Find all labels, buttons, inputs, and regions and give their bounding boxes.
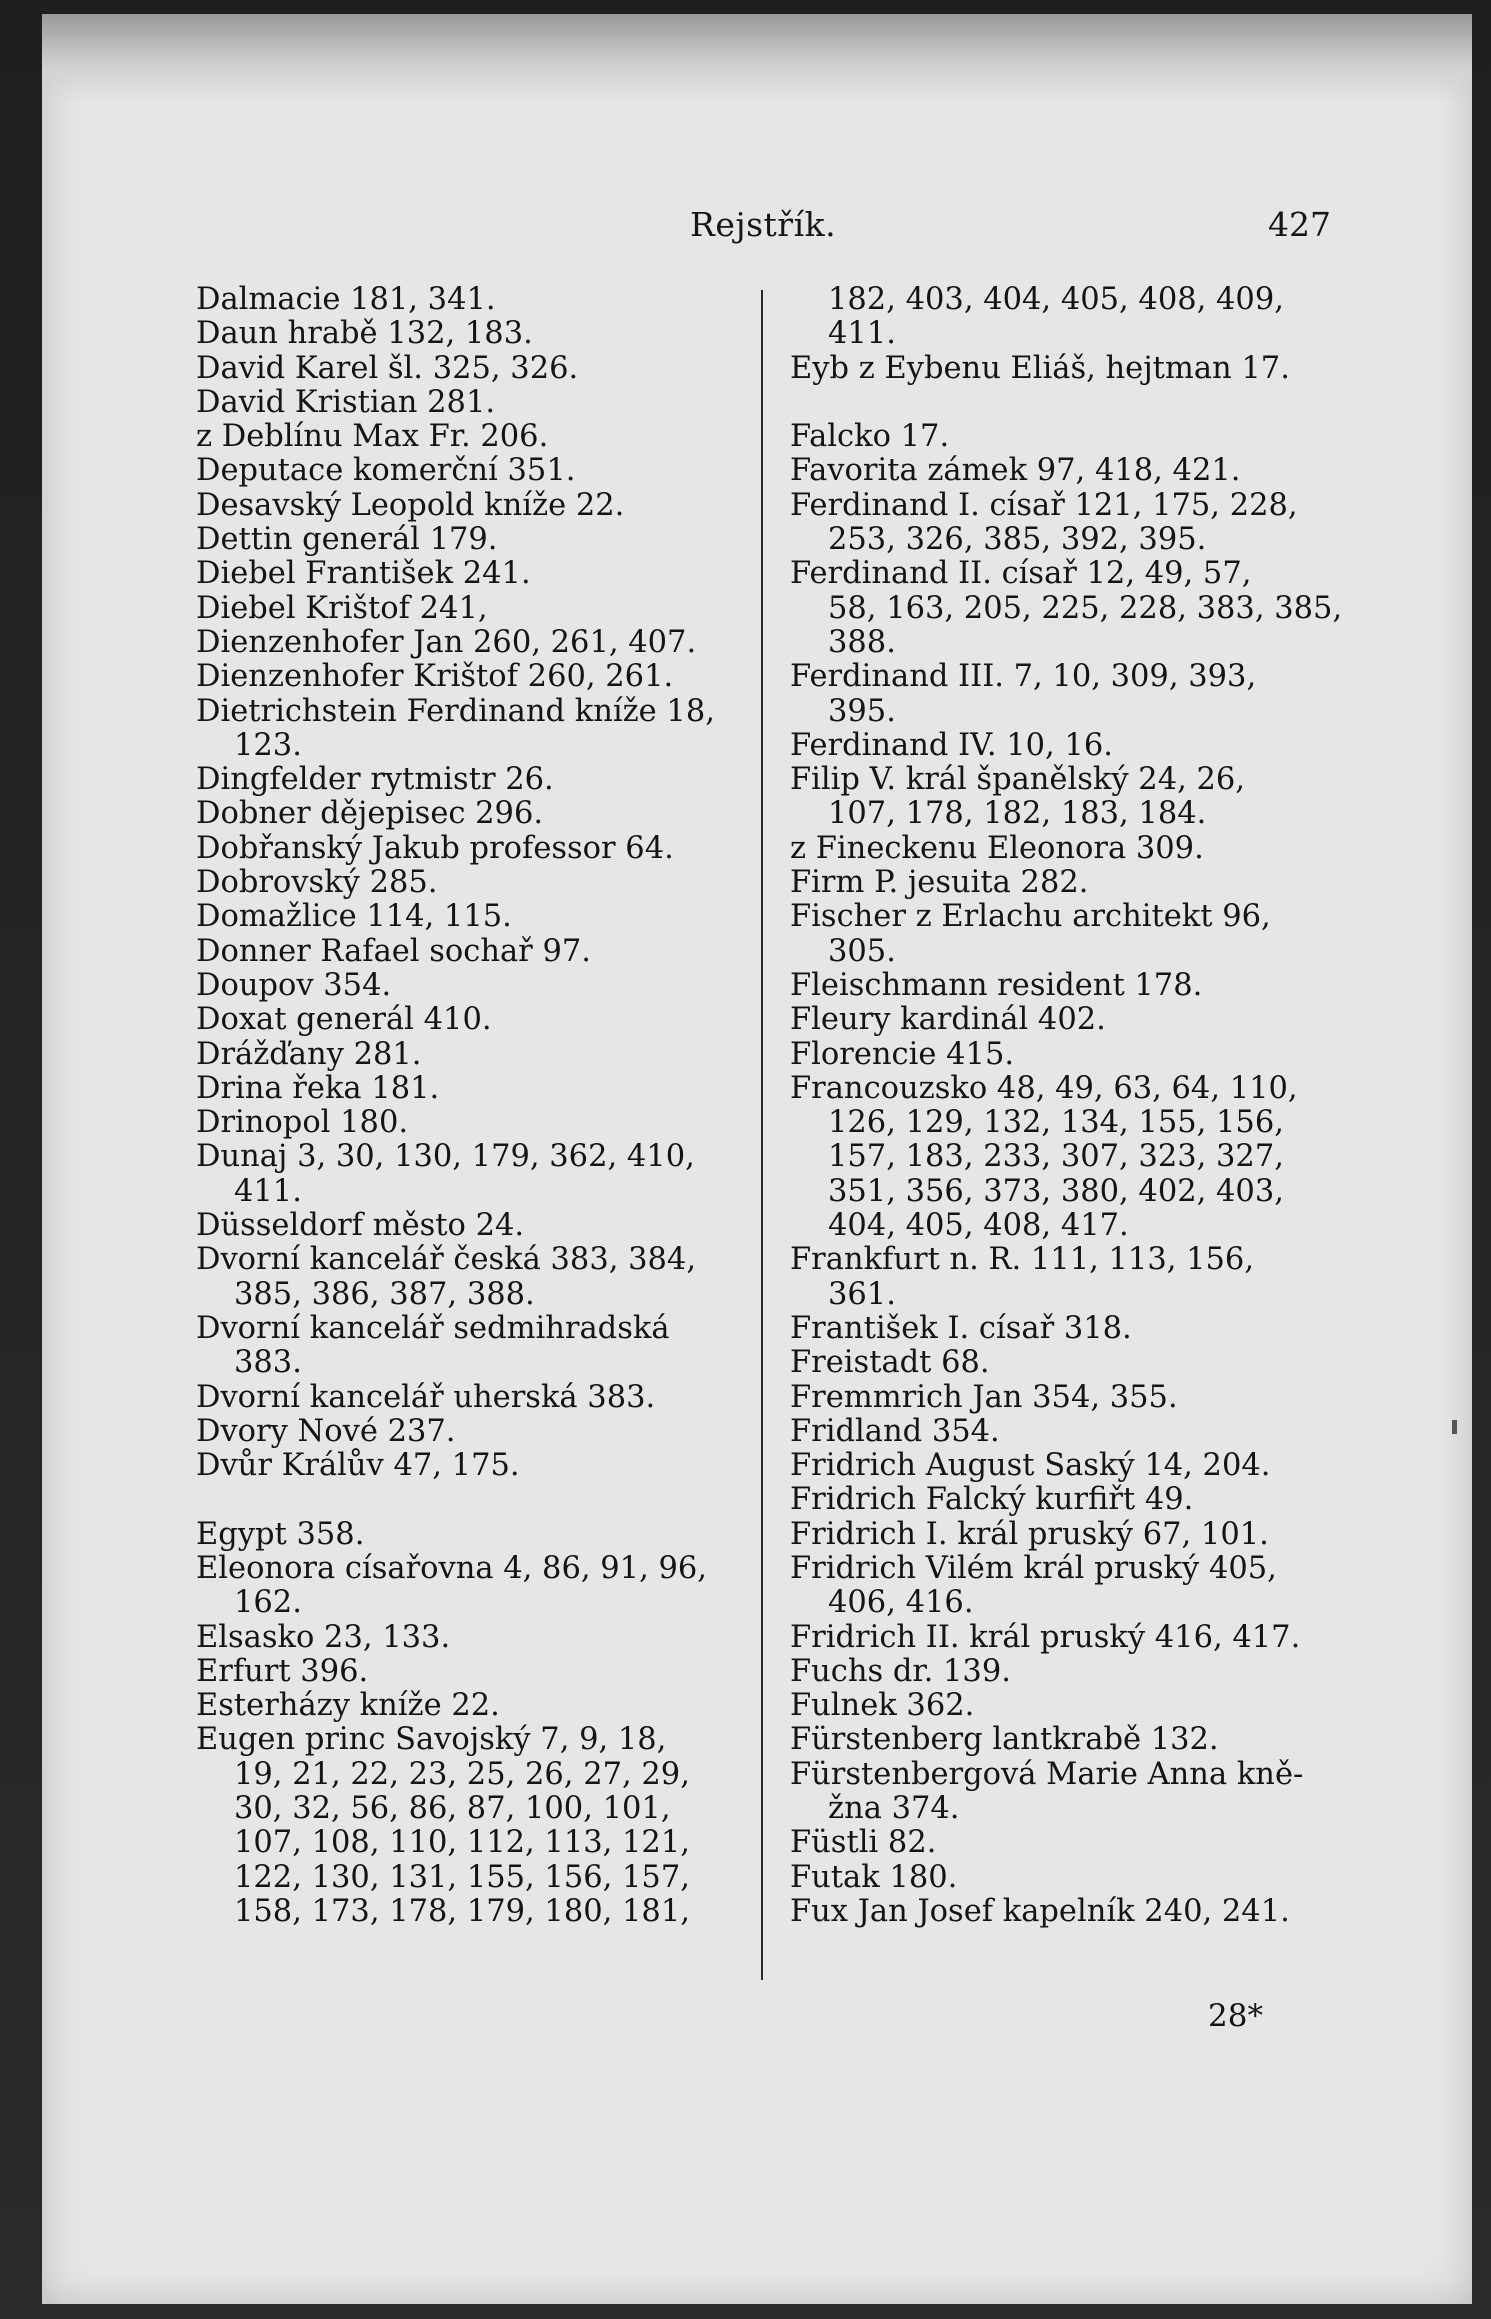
index-entry-continuation: 107, 178, 182, 183, 184. xyxy=(828,796,1207,832)
index-entry: Drinopol 180. xyxy=(196,1105,409,1141)
index-entry: Fulnek 362. xyxy=(790,1688,975,1724)
index-entry-continuation: 122, 130, 131, 155, 156, 157, xyxy=(234,1859,690,1895)
index-entry: David Kristian 281. xyxy=(196,384,496,420)
index-entry: Fürstenbergová Marie Anna kně- xyxy=(790,1756,1304,1792)
index-entry-continuation: žna 374. xyxy=(828,1791,960,1827)
index-entry-continuation: 385, 386, 387, 388. xyxy=(234,1276,535,1312)
index-entry: Eyb z Eybenu Eliáš, hejtman 17. xyxy=(790,350,1290,386)
index-column-right xyxy=(790,282,1343,1929)
index-entry: Füstli 82. xyxy=(790,1825,937,1861)
index-entry: Dvorní kancelář česká 383, 384, xyxy=(196,1242,697,1278)
index-entry-continuation: 395. xyxy=(828,693,896,729)
index-entry: Düsseldorf město 24. xyxy=(196,1208,525,1244)
index-entry: Freistadt 68. xyxy=(790,1345,990,1381)
index-entry-continuation: 123. xyxy=(234,727,302,763)
page-number: 427 xyxy=(1268,205,1331,244)
index-entry: Dvorní kancelář uherská 383. xyxy=(196,1379,656,1415)
column-divider xyxy=(761,290,763,1980)
index-entry: Dienzenhofer Jan 260, 261, 407. xyxy=(196,624,697,660)
index-entry: Dobřanský Jakub professor 64. xyxy=(196,830,674,866)
index-entry: Domažlice 114, 115. xyxy=(196,899,512,935)
index-entry: Dvory Nové 237. xyxy=(196,1413,456,1449)
index-entry-continuation: 411. xyxy=(234,1173,302,1209)
index-entry-continuation: 253, 326, 385, 392, 395. xyxy=(828,522,1207,558)
index-entry: Donner Rafael sochař 97. xyxy=(196,933,591,969)
index-entry: Filip V. král španělský 24, 26, xyxy=(790,762,1245,798)
index-entry: Eugen princ Savojský 7, 9, 18, xyxy=(196,1722,667,1758)
section-gap xyxy=(790,386,1340,420)
index-entry: Frankfurt n. R. 111, 113, 156, xyxy=(790,1242,1255,1278)
index-entry: Falcko 17. xyxy=(790,419,950,455)
index-column-left xyxy=(196,283,746,1929)
index-entry: Fridland 354. xyxy=(790,1413,1000,1449)
index-entry: Ferdinand III. 7, 10, 309, 393, xyxy=(790,659,1257,695)
index-entry: Ferdinand II. císař 12, 49, 57, xyxy=(790,556,1252,592)
index-entry: Fuchs dr. 139. xyxy=(790,1653,1011,1689)
index-entry: František I. císař 318. xyxy=(790,1310,1132,1346)
index-entry: Eleonora císařovna 4, 86, 91, 96, xyxy=(196,1550,707,1586)
index-entry: Fridrich August Saský 14, 204. xyxy=(790,1448,1271,1484)
index-entry: Diebel František 241. xyxy=(196,556,531,592)
index-entry: Favorita zámek 97, 418, 421. xyxy=(790,453,1241,489)
index-entry: Doxat generál 410. xyxy=(196,1002,492,1038)
index-entry: Fridrich Vilém král pruský 405, xyxy=(790,1550,1277,1586)
index-entry-continuation: 388. xyxy=(828,624,896,660)
index-entry-continuation: 162. xyxy=(234,1585,302,1621)
index-entry: Dietrichstein Ferdinand kníže 18, xyxy=(196,693,715,729)
index-entry: Fux Jan Josef kapelník 240, 241. xyxy=(790,1893,1290,1929)
index-entry-continuation: 58, 163, 205, 225, 228, 383, 385, xyxy=(828,590,1343,626)
index-entry-continuation: 351, 356, 373, 380, 402, 403, xyxy=(828,1173,1284,1209)
index-entry-continuation: 126, 129, 132, 134, 155, 156, xyxy=(828,1105,1284,1141)
index-entry-continuation: 305. xyxy=(828,933,896,969)
index-entry: z Fineckenu Eleonora 309. xyxy=(790,830,1204,866)
index-entry: Dobrovský 285. xyxy=(196,865,438,901)
index-entry: Egypt 358. xyxy=(196,1516,365,1552)
index-entry: Desavský Leopold kníže 22. xyxy=(196,487,625,523)
index-entry: Ferdinand I. císař 121, 175, 228, xyxy=(790,487,1298,523)
printer-signature: 28* xyxy=(1208,1998,1263,2034)
index-entry: Fremmrich Jan 354, 355. xyxy=(790,1379,1178,1415)
index-entry-continuation: 30, 32, 56, 86, 87, 100, 101, xyxy=(234,1791,671,1827)
index-entry: Dvorní kancelář sedmihradská xyxy=(196,1310,670,1346)
index-entry: Dobner dějepisec 296. xyxy=(196,796,544,832)
index-entry: Fleischmann resident 178. xyxy=(790,967,1203,1003)
index-entry-continuation: 182, 403, 404, 405, 408, 409, xyxy=(828,282,1284,317)
index-entry: Deputace komerční 351. xyxy=(196,453,576,489)
index-entry: Dienzenhofer Krištof 260, 261. xyxy=(196,659,674,695)
index-entry: Ferdinand IV. 10, 16. xyxy=(790,727,1113,763)
index-entry: Doupov 354. xyxy=(196,967,392,1003)
index-entry: Esterházy kníže 22. xyxy=(196,1688,500,1724)
index-entry: Fridrich II. král pruský 416, 417. xyxy=(790,1619,1301,1655)
page-header xyxy=(0,205,1491,245)
index-entry: Daun hrabě 132, 183. xyxy=(196,316,533,352)
running-title: Rejstřík. xyxy=(690,205,837,244)
index-entry: Drina řeka 181. xyxy=(196,1070,440,1106)
index-entry-continuation: 107, 108, 110, 112, 113, 121, xyxy=(234,1825,690,1861)
index-entry: Diebel Krištof 241, xyxy=(196,590,488,626)
index-entry: Firm P. jesuita 282. xyxy=(790,865,1089,901)
index-entry: Dalmacie 181, 341. xyxy=(196,282,496,317)
index-entry: Fridrich Falcký kurfiřt 49. xyxy=(790,1482,1194,1518)
index-entry-continuation: 406, 416. xyxy=(828,1585,974,1621)
index-entry: Florencie 415. xyxy=(790,1036,1015,1072)
index-entry-continuation: 158, 173, 178, 179, 180, 181, xyxy=(234,1893,690,1929)
index-entry: David Karel šl. 325, 326. xyxy=(196,350,579,386)
index-entry: Fridrich I. král pruský 67, 101. xyxy=(790,1516,1269,1552)
scan-mark xyxy=(1452,1420,1457,1434)
index-entry: z Deblínu Max Fr. 206. xyxy=(196,419,549,455)
index-entry: Dettin generál 179. xyxy=(196,522,498,558)
index-entry-continuation: 19, 21, 22, 23, 25, 26, 27, 29, xyxy=(234,1756,690,1792)
index-entry: Dingfelder rytmistr 26. xyxy=(196,762,554,798)
index-entry: Futak 180. xyxy=(790,1859,958,1895)
index-entry: Fischer z Erlachu architekt 96, xyxy=(790,899,1271,935)
index-entry-continuation: 361. xyxy=(828,1276,896,1312)
section-gap xyxy=(196,1483,746,1517)
index-entry: Francouzsko 48, 49, 63, 64, 110, xyxy=(790,1070,1298,1106)
index-entry: Elsasko 23, 133. xyxy=(196,1619,451,1655)
index-entry: Erfurt 396. xyxy=(196,1653,369,1689)
index-entry-continuation: 411. xyxy=(828,316,896,352)
index-entry: Dunaj 3, 30, 130, 179, 362, 410, xyxy=(196,1139,695,1175)
index-entry: Drážďany 281. xyxy=(196,1036,422,1072)
index-entry: Dvůr Králův 47, 175. xyxy=(196,1448,520,1484)
index-entry-continuation: 383. xyxy=(234,1345,302,1381)
index-entry-continuation: 157, 183, 233, 307, 323, 327, xyxy=(828,1139,1284,1175)
index-entry: Fleury kardinál 402. xyxy=(790,1002,1106,1038)
index-entry: Fürstenberg lantkrabě 132. xyxy=(790,1722,1219,1758)
index-entry-continuation: 404, 405, 408, 417. xyxy=(828,1208,1129,1244)
